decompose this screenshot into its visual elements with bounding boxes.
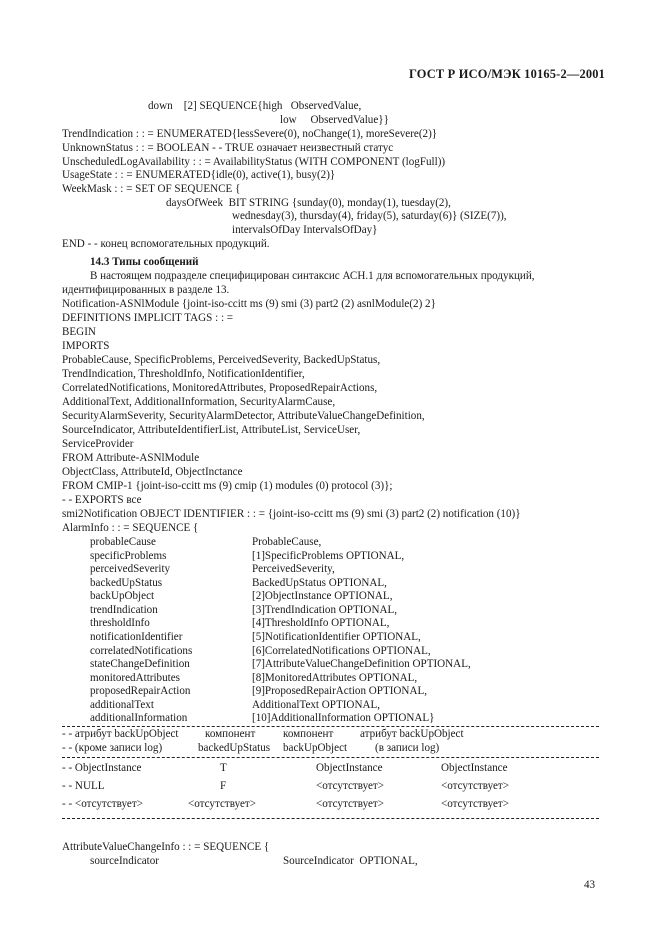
comment-table-header-cell: компонент xyxy=(283,728,334,740)
module-line: FROM Attribute-ASNlModule xyxy=(62,452,200,464)
comment-table-header-cell: - - (кроме записи log) xyxy=(62,742,163,754)
comment-table-cell: - - ObjectInstance xyxy=(62,762,142,774)
module-line: AlarmInfo : : = SEQUENCE { xyxy=(62,522,199,534)
comment-table-cell: - - <отсутствует> xyxy=(62,798,143,810)
module-line: BEGIN xyxy=(62,326,96,338)
module-line: IMPORTS xyxy=(62,340,110,352)
alarm-field-name: perceivedSeverity xyxy=(90,563,171,575)
module-line: - - EXPORTS все xyxy=(62,494,142,506)
code-line-end: END - - конец вспомогательных продукций. xyxy=(62,238,270,250)
code-line-down-1: down [2] SEQUENCE{high ObservedValue, xyxy=(148,100,362,112)
alarm-field-name: probableCause xyxy=(90,536,156,548)
comment-table-cell: <отсутствует> xyxy=(316,798,385,810)
alarm-field-type: [7]AttributeValueChangeDefinition OPTIONAL, xyxy=(252,658,471,670)
module-line: ProbableCause, SpecificProblems, PerceivedSeverity, BackedUpStatus, xyxy=(62,354,381,366)
module-line: AdditionalText, AdditionalInformation, SecurityAlarmCause, xyxy=(62,396,336,408)
code-line-unscheduled-log: UnscheduledLogAvailability : : = AvailabilityStatus (WITH COMPONENT (logFull)) xyxy=(62,156,446,168)
alarm-field-name: trendIndication xyxy=(90,604,158,616)
code-line-attribute-value-change-info: AttributeValueChangeInfo : : = SEQUENCE { xyxy=(62,841,270,853)
comment-table-cell: <отсутствует> xyxy=(316,780,385,792)
comment-table-cell: T xyxy=(220,762,227,774)
section-intro-line-2: идентифицированных в разделе 13. xyxy=(62,284,230,296)
comment-table-cell: ObjectInstance xyxy=(316,762,383,774)
dashed-divider xyxy=(62,757,599,758)
module-line: FROM CMIP-1 {joint-iso-ccitt ms (9) cmip (1) modules (0) protocol (3)}; xyxy=(62,480,393,492)
section-title: 14.3 Типы сообщений xyxy=(90,256,199,268)
module-line: ObjectClass, AttributeId, ObjectInctance xyxy=(62,466,243,478)
module-line: TrendIndication, ThresholdInfo, NotificationIdentifier, xyxy=(62,368,305,380)
alarm-field-type: [2]ObjectInstance OPTIONAL, xyxy=(252,590,393,602)
alarm-field-type: ProbableCause, xyxy=(252,536,322,548)
alarm-field-type: BackedUpStatus OPTIONAL, xyxy=(252,577,387,589)
dashed-divider xyxy=(62,726,599,727)
code-line-days-of-week-2: wednesday(3), thursday(4), friday(5), saturday(6)} (SIZE(7)), xyxy=(232,210,507,222)
module-line: SecurityAlarmSeverity, SecurityAlarmDetector, AttributeValueChangeDefinition, xyxy=(62,410,425,422)
alarm-field-name: additionalInformation xyxy=(90,712,188,724)
alarm-field-type: [8]MonitoredAttributes OPTIONAL, xyxy=(252,672,418,684)
alarm-field-name: specificProblems xyxy=(90,550,167,562)
alarm-field-name: additionalText xyxy=(90,699,154,711)
alarm-field-type: [5]NotificationIdentifier OPTIONAL, xyxy=(252,631,421,643)
comment-table-cell: <отсутствует> xyxy=(441,798,510,810)
page-number: 43 xyxy=(584,879,596,891)
code-line-trend-indication: TrendIndication : : = ENUMERATED{lessSevere(0), noChange(1), moreSevere(2)} xyxy=(62,128,438,140)
module-line: smi2Notification OBJECT IDENTIFIER : : = {joint-iso-ccitt ms (9) smi (3) part2 (2) notification (10)} xyxy=(62,508,521,520)
alarm-field-name: stateChangeDefinition xyxy=(90,658,190,670)
comment-table-header-cell: - - атрибут backUpObject xyxy=(62,728,179,740)
alarm-field-type: AdditionalText OPTIONAL, xyxy=(252,699,381,711)
alarm-field-type: PerceivedSeverity, xyxy=(252,563,335,575)
comment-table-cell: - - NULL xyxy=(62,780,105,792)
comment-table-header-cell: (в записи log) xyxy=(375,742,440,754)
alarm-field-name: backedUpStatus xyxy=(90,577,163,589)
code-line-days-of-week-1: daysOfWeek BIT STRING {sunday(0), monday(1), tuesday(2), xyxy=(166,197,451,209)
comment-table-cell: <отсутствует> xyxy=(441,780,510,792)
alarm-field-name: thresholdInfo xyxy=(90,617,150,629)
alarm-field-name: backUpObject xyxy=(90,590,155,602)
comment-table-header-cell: компонент xyxy=(205,728,256,740)
module-line: DEFINITIONS IMPLICIT TAGS : : = xyxy=(62,312,234,324)
module-line: CorrelatedNotifications, MonitoredAttributes, ProposedRepairActions, xyxy=(62,382,378,394)
field-name-source-indicator: sourceIndicator xyxy=(90,855,159,867)
code-line-down-2: low ObservedValue}} xyxy=(280,114,389,126)
comment-table-header-cell: backedUpStatus xyxy=(198,742,271,754)
alarm-field-type: [6]CorrelatedNotifications OPTIONAL, xyxy=(252,645,431,657)
comment-table-header-cell: backUpObject xyxy=(283,742,348,754)
alarm-field-type: [4]ThresholdInfo OPTIONAL, xyxy=(252,617,390,629)
document-header: ГОСТ Р ИСО/МЭК 10165-2—2001 xyxy=(409,67,606,81)
section-intro-line-1: В настоящем подразделе специфицирован синтаксис АСН.1 для вспомогательных продукций, xyxy=(90,270,535,282)
alarm-field-type: [9]ProposedRepairAction OPTIONAL, xyxy=(252,685,428,697)
alarm-field-name: monitoredAttributes xyxy=(90,672,180,684)
alarm-field-type: [10]AdditionalInformation OPTIONAL} xyxy=(252,712,435,724)
dashed-divider xyxy=(62,818,599,819)
code-line-unknown-status: UnknownStatus : : = BOOLEAN - - TRUE означает неизвестный статус xyxy=(62,142,394,154)
comment-table-cell: <отсутствует> xyxy=(188,798,257,810)
module-line: ServiceProvider xyxy=(62,438,134,450)
alarm-field-name: correlatedNotifications xyxy=(90,645,193,657)
code-line-days-of-week-3: intervalsOfDay IntervalsOfDay} xyxy=(232,224,378,236)
module-line: Notification-ASNlModule {joint-iso-ccitt ms (9) smi (3) part2 (2) asnlModule(2) 2} xyxy=(62,298,436,310)
alarm-field-name: proposedRepairAction xyxy=(90,685,191,697)
alarm-field-type: [3]TrendIndication OPTIONAL, xyxy=(252,604,398,616)
code-line-week-mask: WeekMask : : = SET OF SEQUENCE { xyxy=(62,183,241,195)
code-line-usage-state: UsageState : : = ENUMERATED{idle(0), active(1), busy(2)} xyxy=(62,169,336,181)
comment-table-cell: F xyxy=(220,780,227,792)
field-type-source-indicator: SourceIndicator OPTIONAL, xyxy=(283,855,418,867)
comment-table-cell: ObjectInstance xyxy=(441,762,508,774)
alarm-field-name: notificationIdentifier xyxy=(90,631,183,643)
alarm-field-type: [1]SpecificProblems OPTIONAL, xyxy=(252,550,405,562)
module-line: SourceIndicator, AttributeIdentifierList, AttributeList, ServiceUser, xyxy=(62,424,361,436)
comment-table-header-cell: атрибут backUpObject xyxy=(360,728,464,740)
